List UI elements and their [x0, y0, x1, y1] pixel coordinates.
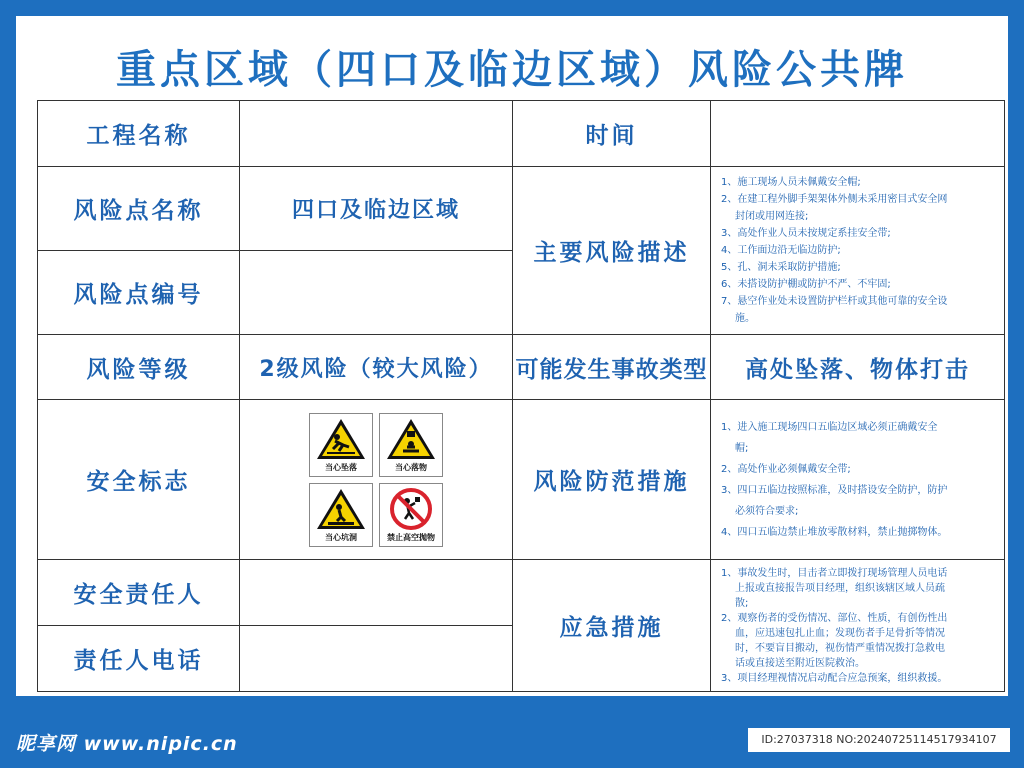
fall-warning-icon [315, 417, 367, 461]
list-item: 帽; [735, 442, 749, 454]
prevention-list [711, 415, 1004, 545]
safety-signs [240, 400, 513, 560]
list-item: 封闭或用网连接; [735, 211, 809, 222]
list-item: 3、高处作业人员未按规定系挂安全带; [721, 228, 891, 239]
sign-falling-object [379, 413, 443, 477]
responsible-label: 安全责任人 [38, 560, 240, 626]
risk-level-label: 风险等级 [38, 335, 240, 400]
risk-level-value: 2级风险（较大风险） [240, 335, 513, 400]
list-item: 血，应迅速包扎止血；发现伤者手足骨折等情况 [735, 627, 945, 639]
list-item: 施。 [735, 313, 755, 324]
list-item: 2、观察伤者的受伤情况、部位、性质，有创伤性出 [721, 612, 948, 624]
no-throwing-icon [385, 487, 437, 531]
list-item: 1、进入施工现场四口五临边区域必须正确戴安全 [721, 421, 938, 433]
phone-value [240, 626, 513, 692]
list-item: 1、事故发生时，目击者立即拨打现场管理人员电话 [721, 567, 948, 579]
time-label: 时间 [513, 101, 711, 167]
risk-table [37, 100, 1005, 692]
list-item: 必须符合要求; [735, 505, 799, 517]
main-risk-description [711, 167, 1005, 335]
list-item: 4、四口五临边禁止堆放零散材料，禁止抛掷物体。 [721, 526, 948, 538]
time-value [711, 101, 1005, 167]
list-item: 2、高处作业必须佩戴安全带; [721, 463, 851, 475]
list-item: 5、孔、洞未采取防护措施; [721, 262, 841, 273]
list-item: 3、四口五临边按照标准，及时搭设安全防护，防护 [721, 484, 948, 496]
accident-type-value: 高处坠落、物体打击 [711, 335, 1005, 400]
main-risk-list [711, 172, 1004, 329]
list-item: 上报或直接报告项目经理，组织该辖区域人员疏 [735, 582, 945, 594]
prevention-measures [711, 400, 1005, 560]
risk-point-no-value [240, 251, 513, 335]
responsible-value [240, 560, 513, 626]
emergency-label: 应急措施 [513, 560, 711, 692]
list-item: 4、工作面边沿无临边防护; [721, 245, 841, 256]
main-risk-label: 主要风险描述 [513, 167, 711, 335]
safety-sign-label: 安全标志 [38, 400, 240, 560]
watermark-logo: 昵享网 www.nipic.cn [16, 733, 238, 755]
sign-caption: 禁止高空抛物 [387, 532, 435, 542]
risk-point-no-label: 风险点编号 [38, 251, 240, 335]
list-item: 3、项目经理视情况启动配合应急预案，组织救援。 [721, 672, 948, 684]
accident-type-label: 可能发生事故类型 [513, 335, 711, 400]
risk-point-name-label: 风险点名称 [38, 167, 240, 251]
sign-caption: 当心落物 [395, 462, 427, 472]
list-item: 散; [735, 597, 749, 609]
pit-warning-icon [315, 487, 367, 531]
sign-caption: 当心坠落 [325, 462, 357, 472]
falling-object-warning-icon [385, 417, 437, 461]
risk-point-name-value: 四口及临边区域 [240, 167, 513, 251]
list-item: 1、施工现场人员未佩戴安全帽; [721, 177, 861, 188]
emergency-list [711, 564, 1004, 688]
sign-no-throwing [379, 483, 443, 547]
signboard [16, 16, 1008, 696]
list-item: 话或直接送至附近医院救治。 [735, 657, 865, 669]
list-item: 2、在建工程外脚手架架体外侧未采用密目式安全网 [721, 194, 948, 205]
page-title: 重点区域（四口及临边区域）风险公共牌 [116, 47, 908, 93]
emergency-measures [711, 560, 1005, 692]
prevention-label: 风险防范措施 [513, 400, 711, 560]
sign-caption: 当心坑洞 [325, 532, 357, 542]
project-name-value [240, 101, 513, 167]
list-item: 7、悬空作业处未设置防护栏杆或其他可靠的安全设 [721, 296, 948, 307]
phone-label: 责任人电话 [38, 626, 240, 692]
image-id-label: ID:27037318 NO:20240725114517934107 [748, 728, 1010, 752]
list-item: 6、未搭设防护棚或防护不严、不牢固; [721, 279, 891, 290]
sign-fall [309, 413, 373, 477]
project-name-label: 工程名称 [38, 101, 240, 167]
sign-pit [309, 483, 373, 547]
list-item: 时，不要盲目搬动，视伤情严重情况拨打急救电 [735, 642, 945, 654]
